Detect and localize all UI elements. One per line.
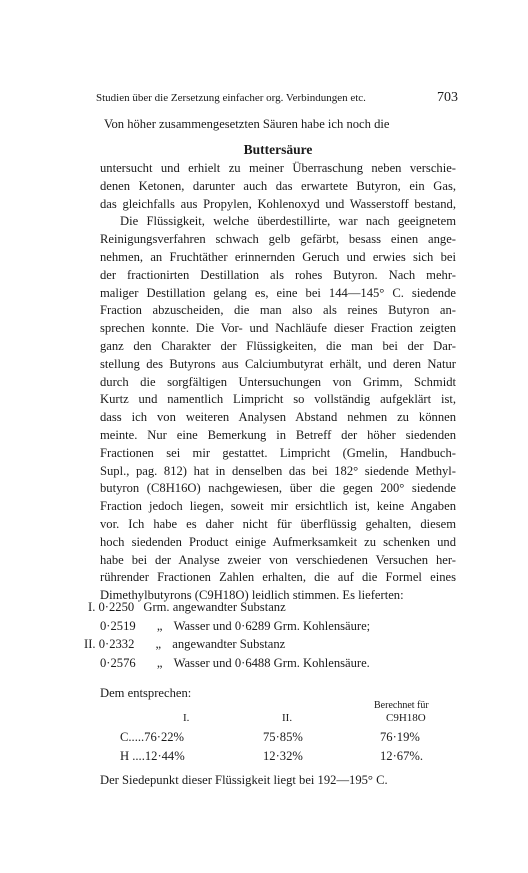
body-line: das gleichfalls aus Propylen, Kohlenoxyd und Wasserstoff bestand,	[100, 196, 456, 211]
body-line: vor. Ich habe es daher nicht für überflüssig gehalten, diesem	[100, 517, 456, 531]
body-line: rührender Fractionen Zahlen erhalten, die auf die Formel eines	[100, 570, 456, 585]
body-line: untersucht und erhielt zu meiner Überraschung neben verschie-	[100, 161, 456, 175]
col-header-II: II.	[282, 712, 293, 724]
body-line: dass ich von weiteren Analysen Abstand nehmen zu können	[100, 410, 456, 425]
result-cell: 12·32%	[263, 749, 303, 763]
body-line: butyron (C8H16O) nachgewiesen, über die gegen 200° siedende	[100, 481, 456, 496]
body-line: maliger Destillation gelang es, eine bei 144—145° C. siedende	[100, 285, 456, 300]
body-line: der fractionirten Destillation als rohes Butyron. Nach mehr-	[100, 267, 456, 282]
body-line: meinte. Nur eine Bemerkung in Betreff der höher siedenden	[100, 428, 456, 442]
body-line: stellung des Butyrons aus Calciumbutyrat erhält, und deren Natur	[100, 356, 456, 371]
analysis-row: I. 0·2250 Grm. angewandter Substanz	[88, 600, 286, 614]
body-line: Supl., pag. 812) hat in denselben das bei 182° siedende Methyl-	[100, 463, 456, 478]
body-line: sprechen konnte. Die Vor- und Nachläufe dieser Fraction zeigten	[100, 321, 456, 336]
body-line: denen Ketonen, darunter auch das erwartete Butyron, ein Gas,	[100, 178, 456, 193]
body-line: Die Flüssigkeit, welche überdestillirte, war nach geeignetem	[120, 214, 456, 229]
body-line: Dimethylbutyrons (C9H18O) leidlich stimmen. Es lieferten:	[100, 588, 404, 603]
col-header-I: I.	[183, 712, 190, 724]
dem-entsprechen: Dem entsprechen:	[100, 686, 192, 700]
final-line: Der Siedepunkt dieser Flüssigkeit liegt bei 192—195° C.	[100, 773, 388, 787]
analysis-row: 0·2519 „ Wasser und 0·6289 Grm. Kohlensäure;	[100, 619, 371, 633]
analysis-row: II. 0·2332 „ angewandter Substanz	[84, 637, 286, 651]
col-header-formula: C9H18O	[386, 712, 426, 724]
calc-header: Berechnet für	[374, 700, 429, 711]
result-row-H: H ....12·44%	[120, 749, 185, 763]
body-line: Fraction jedoch liegen, soweit mir ersichtlich ist, keine Angaben	[100, 499, 456, 514]
body-line: habe bei der Analyse zweier von verschiedenen Versuchen her-	[100, 552, 456, 567]
intro-line: Von höher zusammengesetzten Säuren habe ich noch die	[104, 117, 390, 131]
body-line: Fractionen sei mir gestattet. Limpricht (Gmelin, Handbuch-	[100, 445, 456, 460]
result-row-C: C.....76·22%	[120, 730, 185, 744]
result-cell: 12·67%.	[380, 749, 424, 763]
body-line: Reinigungsverfahren schwach gelb gefärbt, besass einen ange-	[100, 232, 456, 247]
body-line: Fraction abzuscheiden, die man also als reines Butyron an-	[100, 303, 456, 318]
body-line: Kurtz und namentlich Limpricht so vollständig aufgeklärt ist,	[100, 392, 456, 407]
body-line: hoch siedenden Product einige Aufmerksamkeit zu schenken und	[100, 534, 456, 549]
result-cell: 76·19%	[380, 730, 420, 744]
result-cell: 75·85%	[263, 730, 303, 744]
running-title: Studien über die Zersetzung einfacher org. Verbindungen etc.	[96, 92, 366, 104]
page-number: 703	[437, 90, 458, 105]
body-line: nehmen, an Fruchtäther erinnernden Geruch und erwies sich bei	[100, 250, 456, 264]
body-line: ganz den Charakter der Flüssigkeiten, die man bei der Dar-	[100, 339, 456, 353]
body-line: durch die sorgfältigen Untersuchungen von Grimm, Schmidt	[100, 374, 456, 389]
section-heading: Buttersäure	[243, 142, 313, 157]
analysis-row: 0·2576 „ Wasser und 0·6488 Grm. Kohlensäure.	[100, 656, 370, 670]
